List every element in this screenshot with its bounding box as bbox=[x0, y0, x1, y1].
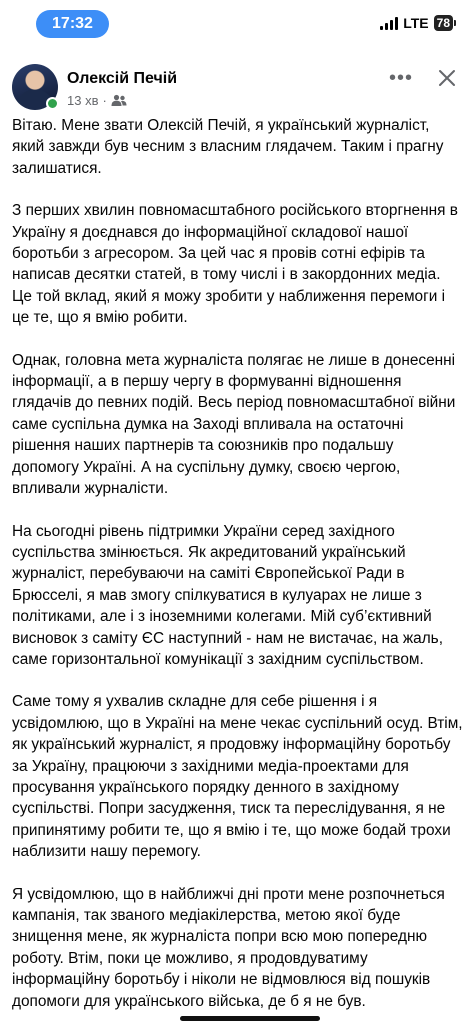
post-paragraph: На сьогодні рівень підтримки України серед західного суспільства змінюється. Як акредитований український журналіст, перебуваючи на саміті Європейської Ради в Брюсселі, я мав змогу спілкуватися в кулуарах не лише з політиками, але і з іноземними колегами. Мій суб’єктивний висновок з саміту ЄС наступний - нам не вистачає, на жаль, саме горизонтальної комунікації з західним суспільством. bbox=[12, 522, 443, 668]
battery-level: 78 bbox=[436, 16, 450, 30]
post-body bbox=[12, 115, 464, 1012]
post-paragraph: З перших хвилин повномасштабного російського вторгнення в Україну я доєднався до інформаційної складової нашої боротьби з агресором. За цей час я провів сотні ефірів та написав десятки статей, в тому числі і в закордонних медіа. Це той вклад, який я можу зробити у наближення перемоги і це те, що я вмію робити. bbox=[12, 202, 458, 327]
friends-icon bbox=[111, 94, 127, 107]
post-paragraph: Саме тому я ухвалив складне для себе рішення і я усвідомлюю, що в Україні на мене чекає суспільний осуд. Втім, як український журналіст, я продовжу інформаційну боротьбу за Україну, працюючи з західними медіа-проектами для просування українського порядку денного в західному суспільстві. Попри засудження, тиск та переслідування, я не припинятиму робити те, що я вмію і те, що може бодай трохи наблизити нашу перемогу. bbox=[12, 693, 463, 861]
avatar[interactable] bbox=[12, 64, 58, 110]
post-time[interactable]: 13 хв bbox=[67, 93, 99, 108]
network-label: LTE bbox=[403, 15, 429, 31]
post-paragraph: Однак, головна мета журналіста полягає не лише в донесенні інформації, а в першу чергу в формуванні відношення глядачів до певних подій. Весь період повномасштабної війни саме суспільна думка на Заході впливала на остаточні рішення наших партнерів та союзників про подальшу допомогу Україні. А на суспільну думку, своєю чергою, впливали журналісти. bbox=[12, 351, 456, 498]
post-meta bbox=[67, 93, 127, 108]
post-paragraph: Я усвідомлюю, що в найближчі дні проти мене розпочнеться кампанія, так званого медіакілерства, метою якої буде знищення мене, як журналіста попри всю мою попередню роботу. Втім, поки це можливо, я продовдуватиму інформаційну боротьбу і ніколи не відмовлюся від пошуків допомоги для українського війська, де б я не був. bbox=[12, 885, 445, 1010]
post-paragraph: Вітаю. Мене звати Олексій Печій, я український журналіст, який завжди був чесним з власним глядачем. Таким і прагну залишатися. bbox=[12, 117, 444, 177]
status-bar bbox=[0, 0, 473, 46]
more-options-icon[interactable]: ••• bbox=[388, 67, 413, 89]
signal-icon bbox=[380, 16, 398, 30]
status-time[interactable]: 17:32 bbox=[36, 10, 109, 38]
battery-icon bbox=[434, 15, 453, 31]
home-indicator[interactable] bbox=[180, 1016, 320, 1021]
close-icon[interactable] bbox=[437, 68, 457, 88]
author-name[interactable]: Олексій Печій bbox=[67, 70, 178, 87]
status-indicators bbox=[380, 15, 453, 31]
online-status-icon bbox=[46, 97, 59, 110]
post-header bbox=[0, 56, 473, 116]
meta-separator: · bbox=[102, 93, 107, 108]
post-actions bbox=[389, 68, 457, 88]
